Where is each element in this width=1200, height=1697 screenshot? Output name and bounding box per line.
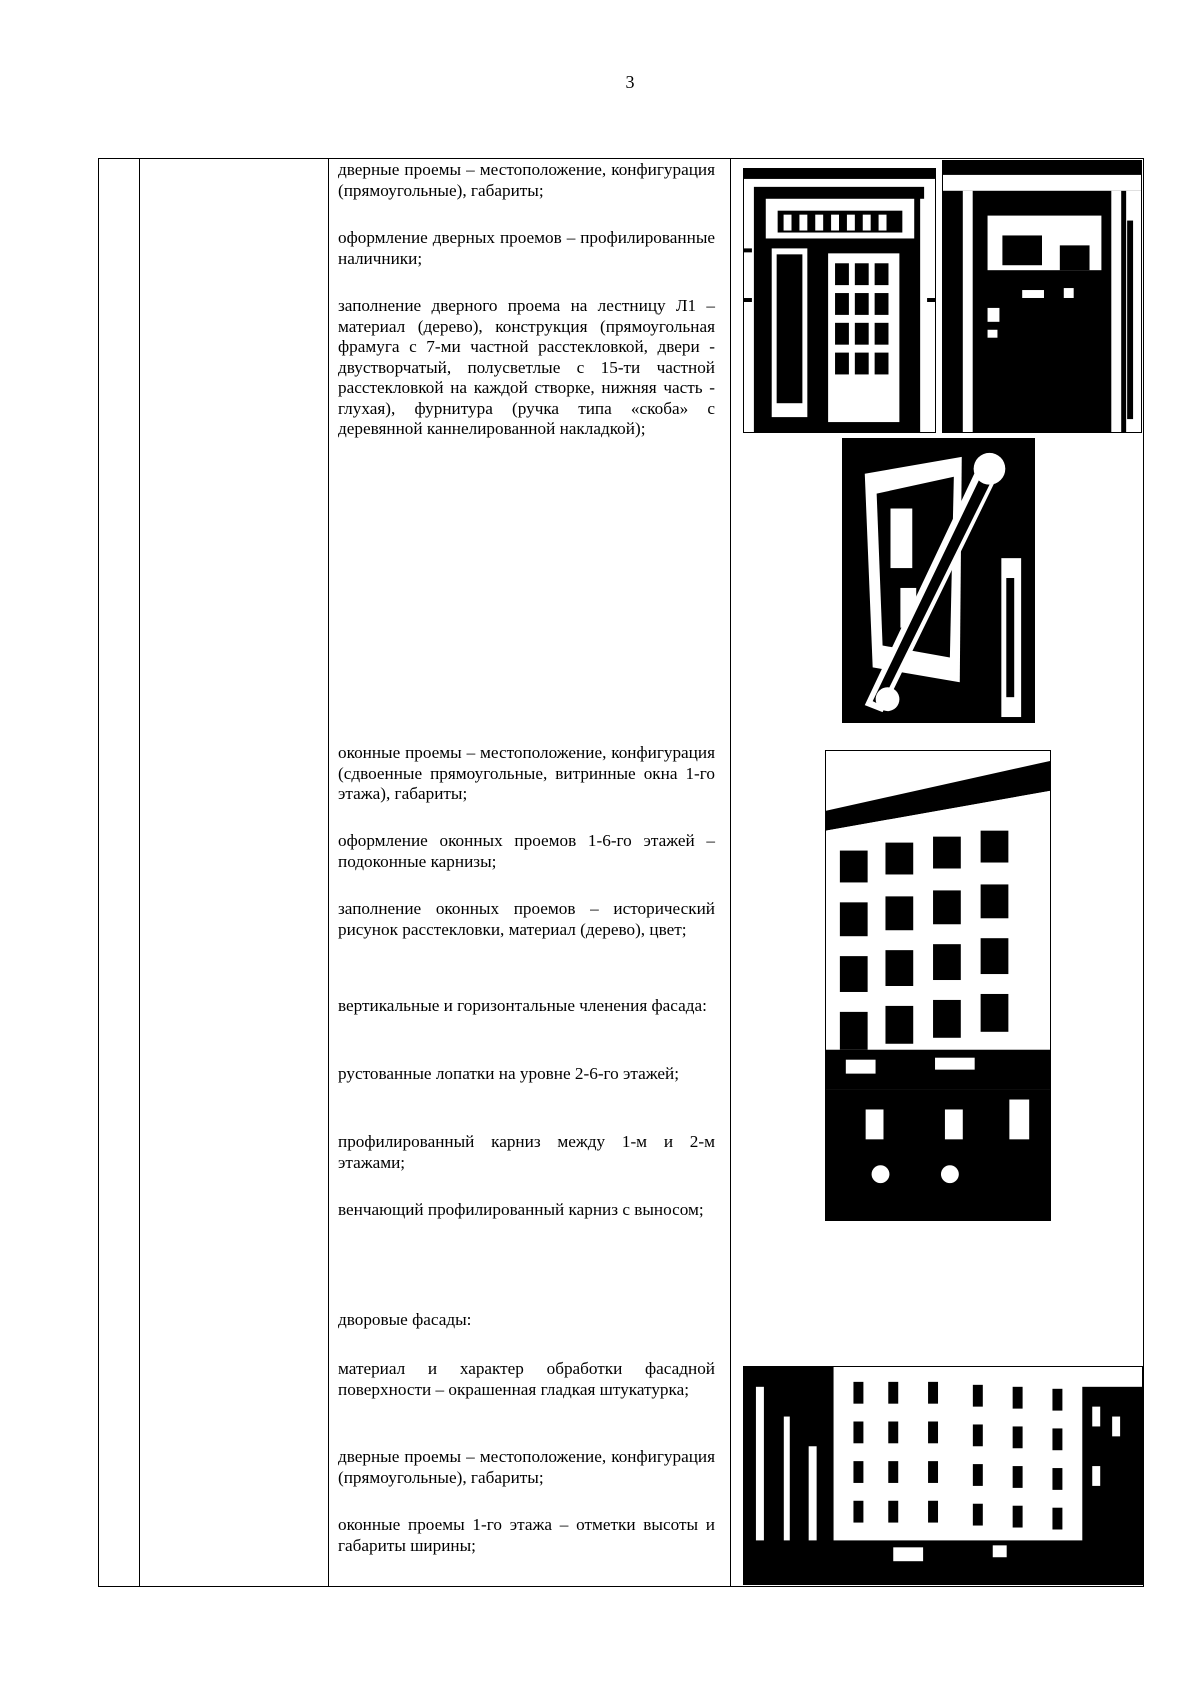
column-divider-2 (328, 159, 329, 1586)
paragraph-mid-cornice: профилированный карниз между 1-м и 2-м этажами; (338, 1132, 715, 1172)
door-handle-photo (842, 438, 1035, 723)
paragraph-door-trim: оформление дверных проемов – профилированные наличники; (338, 228, 715, 268)
column-divider-3 (730, 159, 731, 1586)
courtyard-facade-photo (743, 1366, 1143, 1585)
paragraph-courtyard-heading: дворовые фасады: (338, 1310, 472, 1329)
paragraph-window-trim: оформление оконных проемов 1-6-го этажей – подоконные карнизы; (338, 831, 715, 871)
paragraph-window-filling: заполнение оконных проемов – исторический рисунок расстекловки, материал (дерево), цвет; (338, 899, 715, 939)
paragraph-pilasters: рустованные лопатки на уровне 2-6-го этажей; (338, 1064, 680, 1083)
paragraph-door-filling: заполнение дверного проема на лестницу Л1 – материал (дерево), конструкция (прямоугольная фрамуга с 7-ми частной расстекловкой, двери - двустворчатый, полусветлые с 15-ти частной расстекловкой на каждой створке, нижняя часть - глухая), фурнитура (ручка типа «скоба» с деревянной каннелированной накладкой); (338, 296, 715, 438)
door-open-photo (743, 168, 936, 433)
paragraph-courtyard-windows: оконные проемы 1-го этажа – отметки высоты и габариты ширины; (338, 1515, 715, 1555)
street-facade-photo (825, 750, 1051, 1221)
paragraph-door-openings: дверные проемы – местоположение, конфигурация (прямоугольные), габариты; (338, 160, 715, 200)
column-divider-1 (139, 159, 140, 1586)
paragraph-facade-divisions: вертикальные и горизонтальные членения фасада: (338, 996, 707, 1015)
paragraph-crown-cornice: венчающий профилированный карниз с выносом; (338, 1200, 704, 1219)
paragraph-courtyard-doors: дверные проемы – местоположение, конфигурация (прямоугольные), габариты; (338, 1447, 715, 1487)
door-closed-photo (942, 160, 1142, 433)
page-number: 3 (625, 72, 635, 92)
paragraph-window-openings: оконные проемы – местоположение, конфигурация (сдвоенные прямоугольные, витринные окна 1-го этажа), габариты; (338, 743, 715, 803)
paragraph-courtyard-surface: материал и характер обработки фасадной поверхности – окрашенная гладкая штукатурка; (338, 1359, 715, 1399)
